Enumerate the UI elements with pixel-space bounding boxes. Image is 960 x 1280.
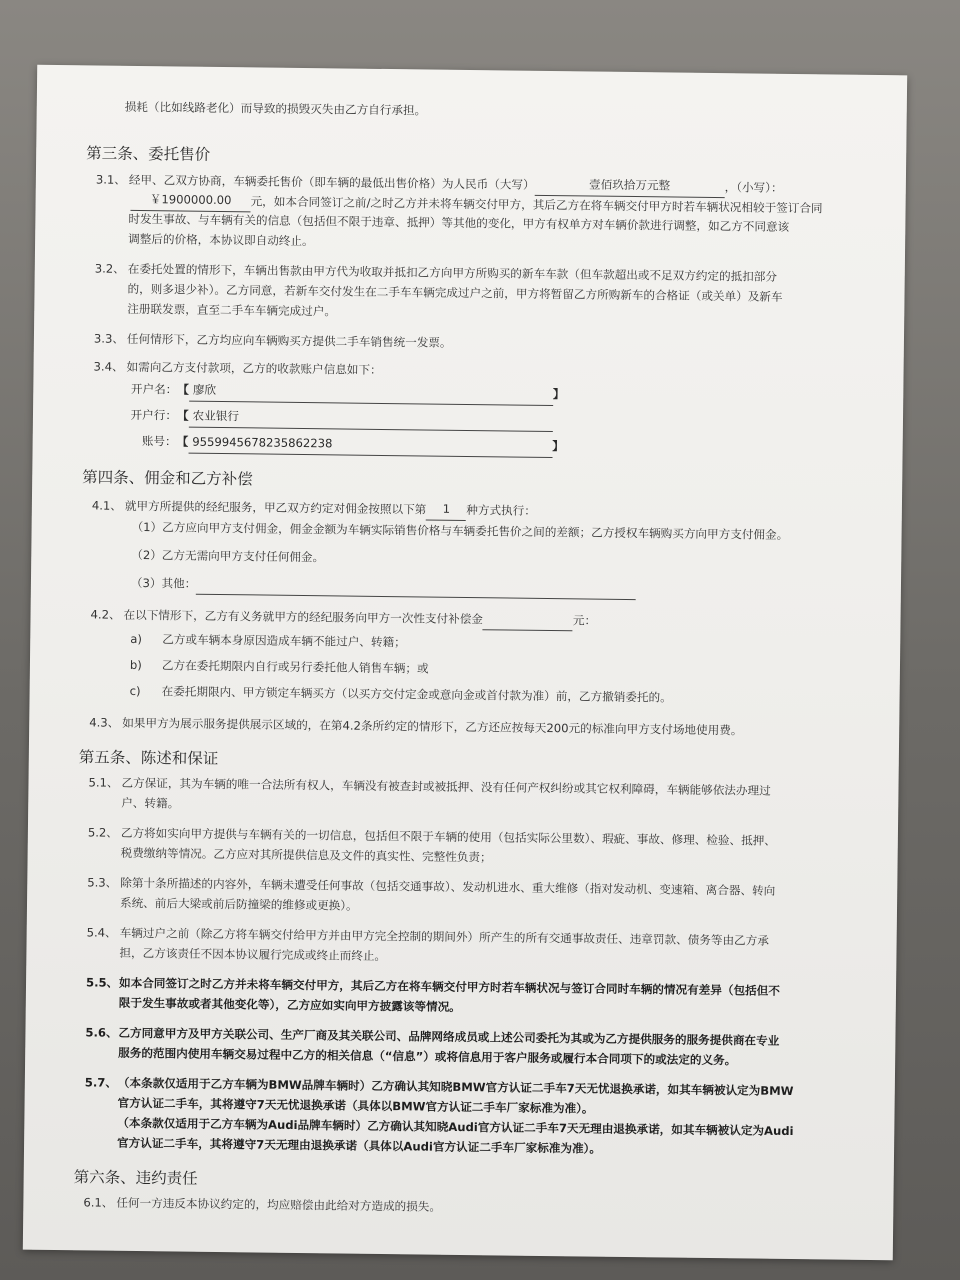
clause-5-3-line-1: 5.3、 除第十条所描述的内容外，车辆未遭受任何事故（包括交通事故）、发动机进水、重大维修（指对发动机、变速箱、离合器、转向 bbox=[87, 875, 776, 898]
clause-5-6-line-1: 5.6、乙方同意甲方及甲方关联公司、生产厂商及其关联公司、品牌网络成员或上述公司委托为其或为乙方提供服务的服务提供商在专业 bbox=[85, 1025, 780, 1048]
clause-5-3-line-2: 系统、前后大梁或前后防撞梁的维修或更换）。 bbox=[119, 895, 358, 913]
condition-c: c) 在委托期限内、甲方锁定车辆买方（以买方交付定金或意向金或首付款为准）前，乙方撤销委托的。 bbox=[129, 683, 672, 705]
clause-5-1-line-1: 5.1、 乙方保证，其为车辆的唯一合法所有权人，车辆没有被查封或被抵押、没有任何产权纠纷或其它权利障碍，车辆能够依法办理过 bbox=[88, 775, 771, 798]
clause-5-2-line-2: 税费缴纳等情况。乙方应对其所提供信息及文件的真实性、完整性负责； bbox=[120, 845, 492, 865]
other-blank bbox=[196, 594, 636, 600]
clause-3-3: 3.3、 任何情形下，乙方均应向车辆购买方提供二手车销售统一发票。 bbox=[93, 331, 452, 350]
condition-b: b) 乙方在委托期限内自行或另行委托他人销售车辆；或 bbox=[129, 657, 429, 676]
clause-5-7-line-4: 官方认证二手车，其将遵守7天无理由退换承诺（具体以Audi官方认证二手车厂家标准为准）。 bbox=[117, 1135, 602, 1156]
clause-5-4-line-1: 5.4、 车辆过户之前（除乙方将车辆交付给甲方并由甲方完全控制的期间外）所产生的所有交通事故责任、违章罚款、债务等由乙方承 bbox=[86, 925, 769, 948]
commission-method-choice: 1 bbox=[426, 498, 466, 521]
clause-3-1-line-4: 调整后的价格，本协议即自动终止。 bbox=[128, 231, 314, 249]
clause-3-1-line-1: 3.1、 经甲、乙双方协商，车辆委托售价（即车辆的最低出售价格）为人民币（大写） 壹佰玖拾万元整 ，（小写）： bbox=[96, 167, 866, 199]
clause-6-1: 6.1、 任何一方违反本协议约定的，均应赔偿由此给对方造成的损失。 bbox=[83, 1195, 442, 1214]
clause-3-1-line-2: ￥1900000.00 元，如本合同签订之前/之时乙方并未将车辆交付甲方，其后乙方在将车辆交付甲方时若车辆状况相较于签订合同 bbox=[130, 188, 865, 220]
section-4-heading: 第四条、佣金和乙方补偿 bbox=[82, 468, 253, 489]
clause-4-1: 4.1、 就甲方所提供的经纪服务，甲乙双方约定对佣金按照以下第 1 种方式执行： bbox=[92, 493, 862, 525]
contract-page bbox=[23, 65, 907, 1261]
clause-3-2-line-3: 注册联发票，直至二手车车辆完成过户。 bbox=[127, 301, 337, 319]
bank-account-number: 9559945678235862238 bbox=[188, 431, 552, 458]
section-6-heading: 第六条、违约责任 bbox=[73, 1168, 198, 1188]
amount-in-words: 壹佰玖拾万元整 bbox=[535, 173, 725, 198]
bank-account-name-row: 开户名：【 廖欣 】 bbox=[125, 378, 564, 406]
bank-account-name: 廖欣 bbox=[189, 379, 553, 406]
clause-5-4-line-2: 担，乙方该责任不因本协议履行完成或终止而终止。 bbox=[119, 945, 387, 964]
clause-3-1-line-3: 时发生事故、与车辆有关的信息（包括但不限于违章、抵押）等其他的变化，甲方有权单方对车辆价款进行调整，如乙方不同意该 bbox=[128, 211, 790, 234]
clause-5-1-line-2: 户、转籍。 bbox=[121, 795, 180, 811]
section-5-heading: 第五条、陈述和保证 bbox=[78, 748, 219, 768]
commission-option-2: （2）乙方无需向甲方支付任何佣金。 bbox=[131, 547, 325, 565]
clause-5-5-line-2: 限于发生事故或者其他变化等），乙方应如实向甲方披露该等情况。 bbox=[118, 995, 461, 1014]
clause-5-7-line-3: （本条款仅适用于乙方车辆为Audi品牌车辆时）乙方确认其知晓Audi官方认证二手车7天无理由退换承诺，如其车辆被认定为Audi bbox=[117, 1115, 794, 1139]
clause-5-7-line-1: 5.7、（本条款仅适用于乙方车辆为BMW品牌车辆时）乙方确认其知晓BMW官方认证二手车7天无忧退换承诺，如其车辆被认定为BMW bbox=[84, 1075, 794, 1099]
clause-5-5-line-1: 5.5、如本合同签订之时乙方并未将车辆交付甲方，其后乙方在将车辆交付甲方时若车辆状况与签订合同时车辆的情况有差异（包括但不 bbox=[85, 975, 780, 998]
section-3-heading: 第三条、委托售价 bbox=[86, 144, 211, 164]
clause-3-2-line-2: 的，则多退少补）。乙方同意，若新车交付发生在二手车车辆完成过户之前，甲方将暂留乙方所购新车的合格证（或关单）及新车 bbox=[127, 281, 783, 304]
clause-4-3: 4.3、 如果甲方为展示服务提供展示区域的，在第4.2条所约定的情形下，乙方还应按每天200元的标准向甲方支付场地使用费。 bbox=[89, 715, 743, 738]
commission-option-1: （1）乙方应向甲方支付佣金，佣金金额为车辆实际销售价格与车辆委托售价之间的差额；乙方授权车辆购买方向甲方支付佣金。 bbox=[131, 519, 789, 542]
clause-5-2-line-1: 5.2、 乙方将如实向甲方提供与车辆有关的一切信息，包括但不限于车辆的使用（包括实际公里数）、瑕疵、事故、修理、检验、抵押、 bbox=[87, 825, 776, 848]
amount-in-figures: ￥1900000.00 bbox=[130, 188, 250, 212]
bank-account-number-row: 账号：【 9559945678235862238 】 bbox=[125, 430, 564, 458]
bank-name: 农业银行 bbox=[188, 405, 552, 432]
commission-option-3: （3）其他： bbox=[131, 572, 861, 603]
condition-a: a) 乙方或车辆本身原因造成车辆不能过户、转籍； bbox=[130, 631, 406, 650]
bank-name-row: 开户行：【 农业银行 bbox=[125, 404, 553, 432]
clause-3-4: 3.4、 如需向乙方支付款项，乙方的收款账户信息如下： bbox=[93, 359, 382, 377]
compensation-blank bbox=[483, 629, 573, 631]
clause-5-6-line-2: 服务的范围内使用车辆交易过程中乙方的相关信息（“信息”）或将信息用于客户服务或履行本合同项下的或法定的义务。 bbox=[118, 1045, 737, 1068]
clause-5-7-line-2: 官方认证二手车，其将遵守7天无忧退换承诺（具体以BMW官方认证二手车厂家标准为准）。 bbox=[117, 1095, 594, 1116]
clause-4-2: 4.2、 在以下情形下，乙方有义务就甲方的经纪服务向甲方一次性支付补偿金 元： bbox=[90, 603, 860, 634]
clause-3-2-line-1: 3.2、 在委托处置的情形下，车辆出售款由甲方代为收取并抵扣乙方向甲方所购买的新车车款（但车款超出或不足双方约定的抵扣部分 bbox=[94, 261, 778, 284]
carryover-line: 损耗（比如线路老化）而导致的损毁灭失由乙方自行承担。 bbox=[124, 99, 427, 118]
